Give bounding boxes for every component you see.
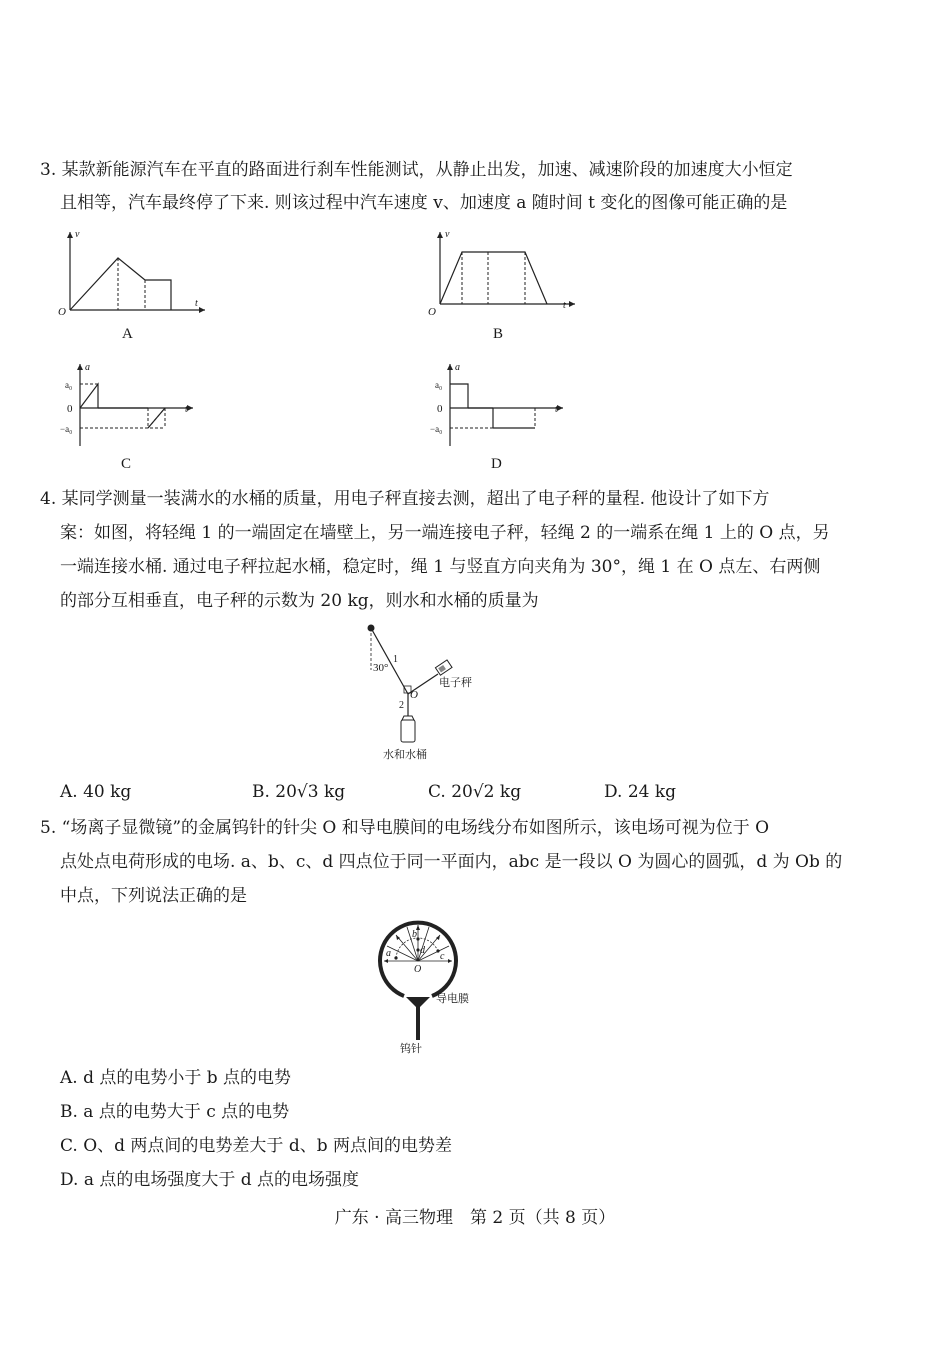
q5-line-3: 中点，下列说法正确的是	[60, 886, 247, 906]
graph-b-label: B	[493, 326, 504, 342]
angle-label: 30°	[373, 662, 389, 674]
q4-rope-figure	[350, 620, 500, 765]
point-a-label: a	[386, 948, 391, 959]
axis-label-v: v	[75, 229, 80, 240]
a0-label: a₀	[435, 380, 443, 390]
q4-line-1: 4. 某同学测量一装满水的水桶的质量，用电子秤直接去测，超出了电子秤的量程. 他设计了如下方	[40, 489, 770, 509]
neg-a0-label: −a₀	[60, 424, 73, 434]
point-b-label: b	[412, 929, 417, 940]
q5-choice-a: A. d 点的电势小于 b 点的电势	[60, 1068, 292, 1088]
q4-line-4: 的部分互相垂直，电子秤的示数为 20 kg，则水和水桶的质量为	[60, 591, 539, 611]
axis-label-t: t	[563, 300, 566, 311]
scale-label: 电子秤	[439, 677, 472, 689]
point-d-label: d	[420, 945, 425, 956]
a0-label: a₀	[65, 380, 73, 390]
graph-d-label: D	[491, 456, 502, 472]
point-c-label: c	[440, 951, 445, 962]
axis-label-t: t	[555, 404, 558, 415]
q4-line-3: 一端连接水桶. 通过电子秤拉起水桶，稳定时，绳 1 与竖直方向夹角为 30°，绳 1 在 O 点左、右两侧	[60, 557, 821, 577]
film-label: 导电膜	[436, 993, 469, 1005]
q4-line-2: 案：如图，将轻绳 1 的一端固定在墙壁上，另一端连接电子秤，轻绳 2 的一端系在绳 1 上的 O 点，另	[60, 523, 830, 543]
axis-label-t: t	[195, 298, 198, 309]
q4-choice-d: D. 24 kg	[604, 782, 677, 802]
graph-d	[425, 360, 585, 450]
rope-1-label: 1	[393, 654, 398, 665]
needle-label: 钨针	[400, 1043, 422, 1055]
q5-line-1: 5. “场离子显微镜”的金属钨针的针尖 O 和导电膜间的电场线分布如图所示，该电场可视为位于 O	[40, 818, 770, 838]
axis-label-v: v	[445, 229, 450, 240]
zero-label: 0	[67, 403, 73, 415]
graph-a	[55, 228, 215, 318]
graph-c-label: C	[121, 456, 132, 472]
q3-line-1: 3. 某款新能源汽车在平直的路面进行刹车性能测试，从静止出发，加速、减速阶段的加速度大小恒定	[40, 160, 793, 180]
rope-2-label: 2	[399, 700, 404, 711]
rope-1-left	[371, 628, 408, 694]
neg-a0-label: −a₀	[430, 424, 443, 434]
q3-line-2: 且相等，汽车最终停了下来. 则该过程中汽车速度 v、加速度 a 随时间 t 变化的图像可能正确的是	[60, 193, 788, 213]
arc-abc	[396, 938, 438, 958]
point-o-label: O	[410, 689, 418, 701]
q5-line-2: 点处点电荷形成的电场. a、b、c、d 四点位于同一平面内，abc 是一段以 O 为圆心的圆弧，d 为 Ob 的	[60, 852, 843, 872]
axis-label-a: a	[85, 362, 90, 373]
water-bucket	[401, 720, 415, 742]
point-o-label: O	[414, 964, 422, 975]
zero-label: 0	[437, 403, 443, 415]
electronic-scale	[435, 660, 452, 675]
q4-choice-b: B. 20√3 kg	[252, 782, 346, 802]
q5-choice-c: C. O、d 两点间的电势差大于 d、b 两点间的电势差	[60, 1136, 453, 1156]
q5-choice-b: B. a 点的电势大于 c 点的电势	[60, 1102, 290, 1122]
tungsten-needle	[406, 997, 430, 1040]
q5-field-figure	[360, 915, 490, 1055]
q4-choice-c: C. 20√2 kg	[428, 782, 522, 802]
graph-a-label: A	[122, 326, 133, 342]
page-footer: 广东 · 高三物理 第 2 页（共 8 页）	[334, 1208, 616, 1228]
q4-choice-a: A. 40 kg	[60, 782, 132, 802]
graph-b	[425, 228, 585, 318]
origin-label: O	[58, 306, 66, 318]
axis-label-a: a	[455, 362, 460, 373]
q5-choice-d: D. a 点的电场强度大于 d 点的电场强度	[60, 1170, 360, 1190]
axis-label-t: t	[185, 404, 188, 415]
origin-label: O	[428, 306, 436, 318]
bucket-label: 水和水桶	[383, 749, 427, 761]
graph-c	[55, 360, 215, 450]
